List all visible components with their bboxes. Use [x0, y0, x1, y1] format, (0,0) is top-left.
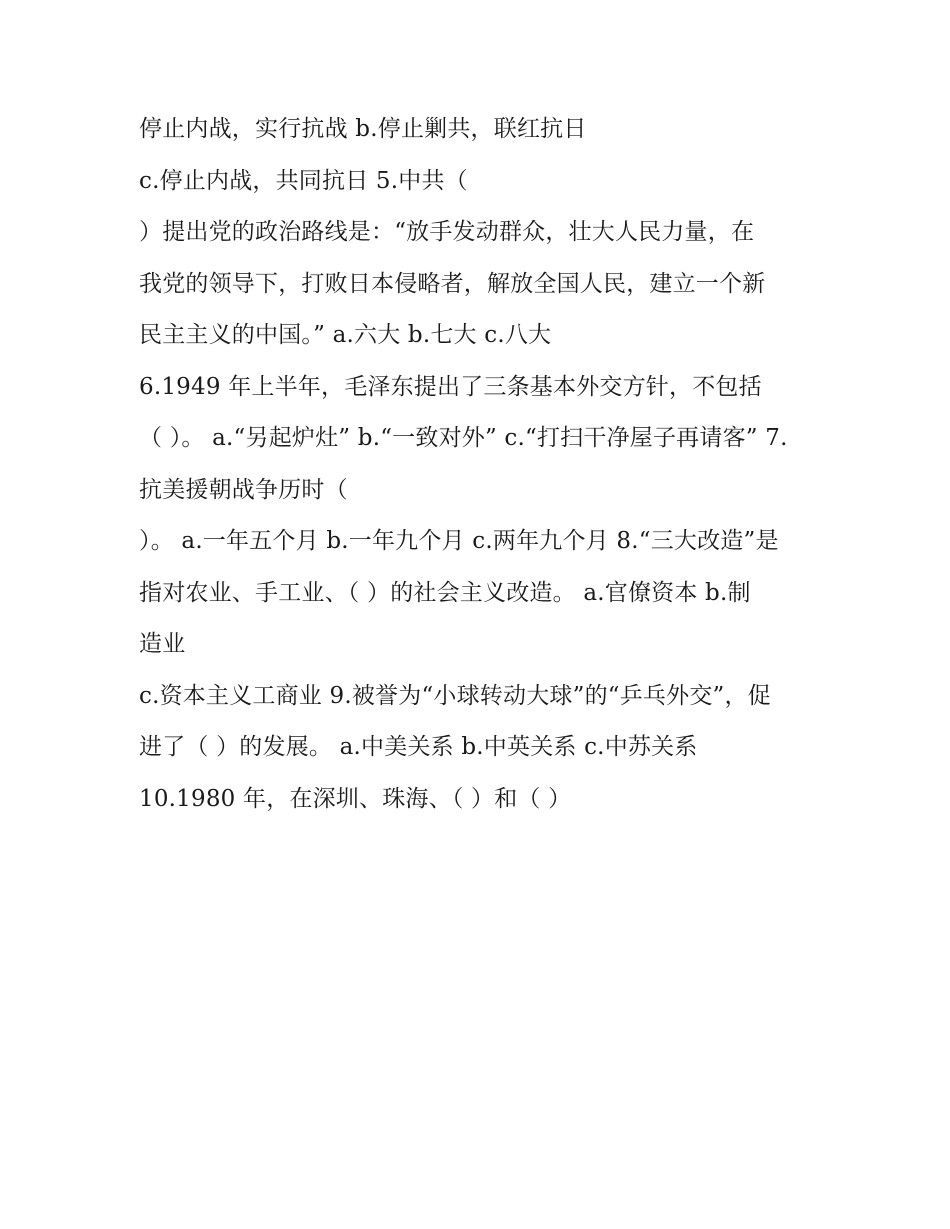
- text-line: 民主主义的中国。” a.六大 b.七大 c.八大: [139, 322, 552, 348]
- text-line: 造业: [139, 631, 186, 657]
- text-line: 抗美援朝战争历时（: [139, 476, 348, 503]
- text-line: （ ）。 a.“另起炉灶” b.“一致对外” c.“打扫干净屋子再请客” 7.: [139, 425, 788, 451]
- text-line: ）。 a.一年五个月 b.一年九个月 c.两年九个月 8.“三大改造”是: [139, 528, 779, 554]
- text-line: 进了（ ）的发展。 a.中美关系 b.中英关系 c.中苏关系: [139, 734, 698, 760]
- text-line: c.停止内战，共同抗日 5.中共（: [139, 167, 468, 194]
- text-line: 指对农业、手工业、（ ）的社会主义改造。 a.官僚资本 b.制: [139, 579, 751, 606]
- text-line: 停止内战，实行抗战 b.停止剿共，联红抗日: [139, 116, 587, 142]
- text-line: c.资本主义工商业 9.被誉为“小球转动大球”的“乒乓外交”，促: [139, 682, 771, 709]
- text-line: ）提出党的政治路线是：“放手发动群众，壮大人民力量，在: [139, 219, 755, 245]
- text-line: 10.1980 年，在深圳、珠海、（ ）和（ ）: [139, 785, 572, 812]
- text-line: 我党的领导下，打败日本侵略者，解放全国人民，建立一个新: [139, 270, 766, 297]
- text-line: 6.1949 年上半年，毛泽东提出了三条基本外交方针，不包括: [139, 373, 762, 400]
- document-text-body: [139, 104, 839, 825]
